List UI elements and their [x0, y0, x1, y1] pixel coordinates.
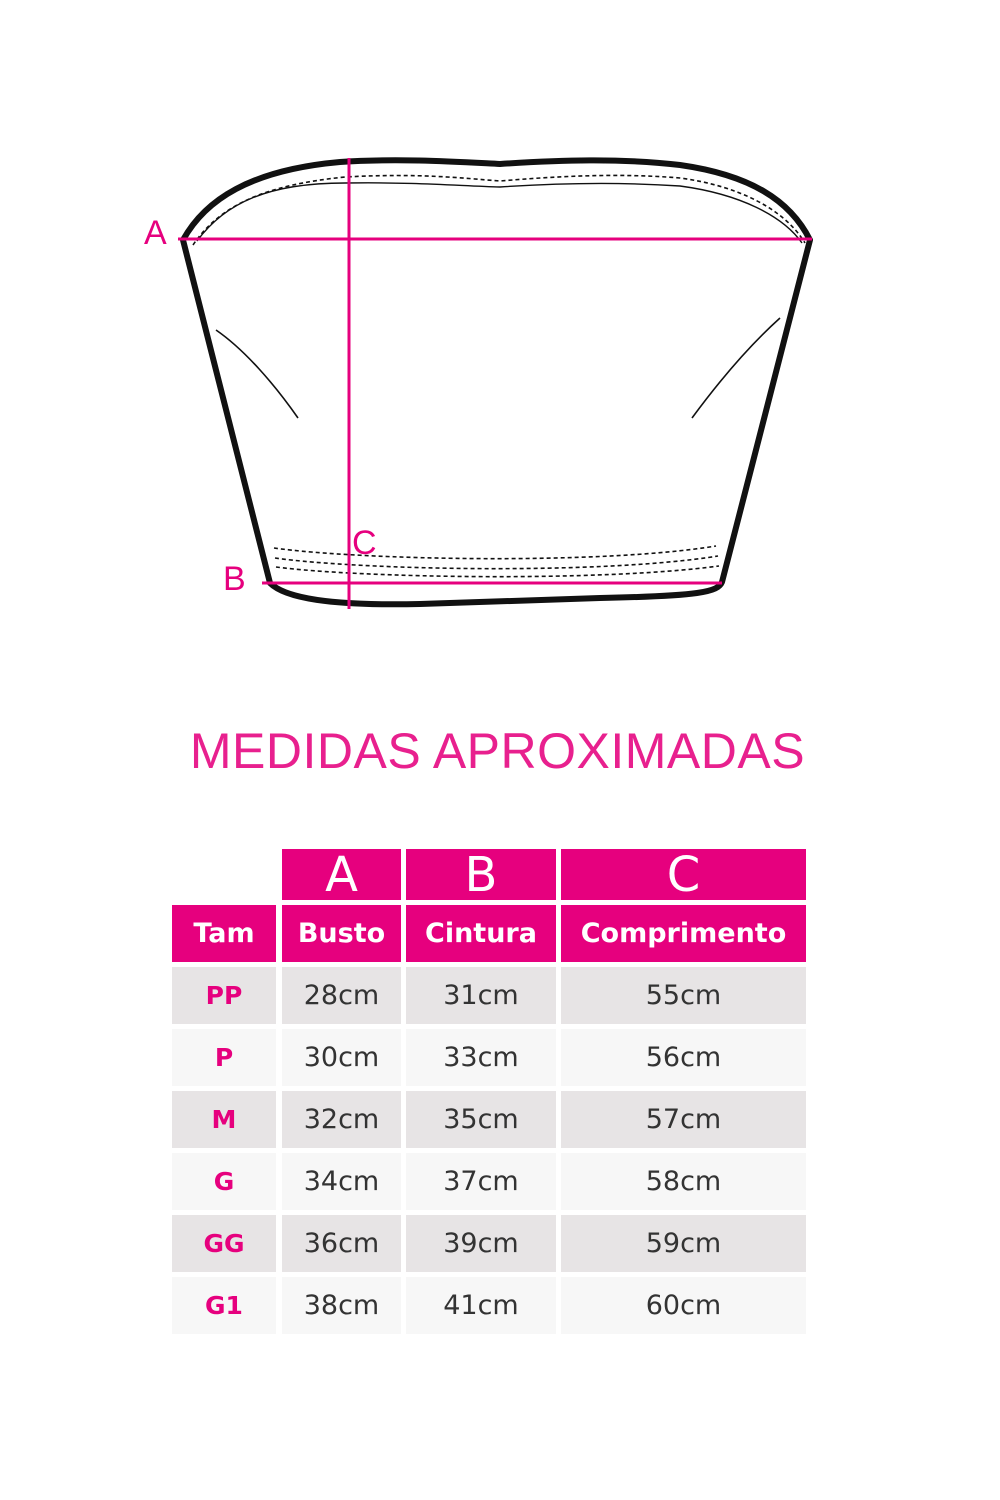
- row-p-size: P: [172, 1029, 276, 1086]
- row-pp-size: PP: [172, 967, 276, 1024]
- row-m-busto: 32cm: [282, 1091, 401, 1148]
- header-cintura: Cintura: [406, 905, 556, 962]
- row-m-cintura: 35cm: [406, 1091, 556, 1148]
- row-g-comprimento: 58cm: [561, 1153, 806, 1210]
- row-g1-comprimento: 60cm: [561, 1277, 806, 1334]
- hem-stitch-1: [274, 546, 716, 559]
- header-tam: Tam: [172, 905, 276, 962]
- row-g-size: G: [172, 1153, 276, 1210]
- row-pp-busto: 28cm: [282, 967, 401, 1024]
- label-c: C: [352, 524, 377, 562]
- row-g1-busto: 38cm: [282, 1277, 401, 1334]
- label-a: A: [144, 214, 167, 252]
- garment-diagram: [0, 0, 1000, 660]
- row-gg-busto: 36cm: [282, 1215, 401, 1272]
- neckline-inner-line: [197, 183, 802, 243]
- row-pp-comprimento: 55cm: [561, 967, 806, 1024]
- label-b: B: [223, 560, 246, 598]
- row-p-cintura: 33cm: [406, 1029, 556, 1086]
- row-gg-comprimento: 59cm: [561, 1215, 806, 1272]
- row-m-comprimento: 57cm: [561, 1091, 806, 1148]
- row-g1-size: G1: [172, 1277, 276, 1334]
- row-p-comprimento: 56cm: [561, 1029, 806, 1086]
- garment-outline: [183, 160, 810, 604]
- hem-stitch-3: [276, 566, 719, 577]
- row-gg-size: GG: [172, 1215, 276, 1272]
- letter-b: B: [406, 849, 556, 900]
- letter-c: C: [561, 849, 806, 900]
- hem-stitch-2: [275, 556, 718, 569]
- neckline-stitch: [193, 175, 805, 245]
- row-m-size: M: [172, 1091, 276, 1148]
- row-g-cintura: 37cm: [406, 1153, 556, 1210]
- header-comprimento: Comprimento: [561, 905, 806, 962]
- left-side-dart: [216, 330, 298, 418]
- letter-a: A: [282, 849, 401, 900]
- header-busto: Busto: [282, 905, 401, 962]
- page-title: MEDIDAS APROXIMADAS: [189, 723, 806, 779]
- row-p-busto: 30cm: [282, 1029, 401, 1086]
- row-pp-cintura: 31cm: [406, 967, 556, 1024]
- row-gg-cintura: 39cm: [406, 1215, 556, 1272]
- row-g-busto: 34cm: [282, 1153, 401, 1210]
- row-g1-cintura: 41cm: [406, 1277, 556, 1334]
